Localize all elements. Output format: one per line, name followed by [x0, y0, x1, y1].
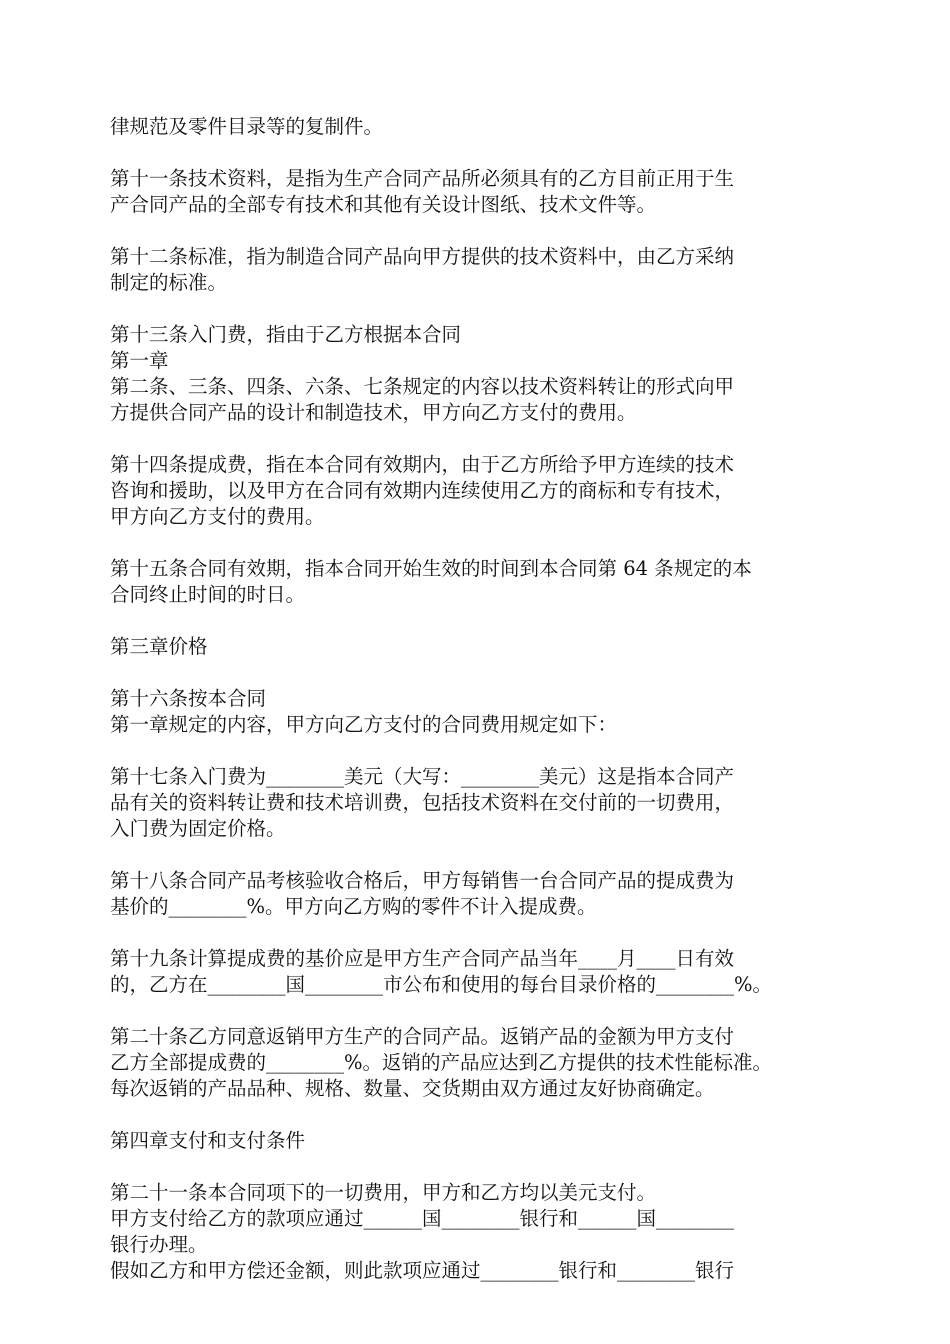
text-line: 入门费为固定价格。 [110, 817, 286, 840]
text-line: 基价的________%。甲方向乙方购的零件不计入提成费。 [110, 895, 597, 918]
text-line: 咨询和援助，以及甲方在合同有效期内连续使用乙方的商标和专有技术， [110, 479, 735, 502]
text-line: 第十八条合同产品考核验收合格后，甲方每销售一台合同产品的提成费为 [110, 869, 735, 892]
paragraph [110, 114, 850, 140]
text-line: 第一章规定的内容，甲方向乙方支付的合同费用规定如下： [110, 713, 618, 736]
paragraph [110, 634, 850, 660]
paragraph [110, 1180, 850, 1284]
text-line: 制定的标准。 [110, 271, 228, 294]
text-line: 银行办理。 [110, 1233, 208, 1256]
text-line: 律规范及零件目录等的复制件。 [110, 115, 384, 138]
text-line: 第一章 [110, 349, 169, 372]
text-line: 乙方全部提成费的________%。返销的产品应达到乙方提供的技术性能标准。 [110, 1051, 773, 1074]
text-line: 第十九条计算提成费的基价应是甲方生产合同产品当年____月____日有效 [110, 947, 735, 970]
text-line: 第三章价格 [110, 635, 208, 658]
text-line: 甲方支付给乙方的款项应通过______国________银行和______国________ [110, 1207, 735, 1230]
text-line: 的，乙方在________国________市公布和使用的每台目录价格的________%。 [110, 973, 773, 996]
text-line: 第二十条乙方同意返销甲方生产的合同产品。返销产品的金额为甲方支付 [110, 1025, 735, 1048]
text-line: 产合同产品的全部专有技术和其他有关设计图纸、技术文件等。 [110, 193, 657, 216]
text-line: 第二十一条本合同项下的一切费用，甲方和乙方均以美元支付。 [110, 1181, 657, 1204]
paragraph [110, 686, 850, 738]
paragraph [110, 452, 850, 530]
text-line: 方提供合同产品的设计和制造技术，甲方向乙方支付的费用。 [110, 401, 637, 424]
text-line: 第四章支付和支付条件 [110, 1129, 306, 1152]
paragraph [110, 1024, 850, 1102]
paragraph [110, 322, 850, 426]
paragraph [110, 556, 850, 608]
text-line: 第十三条入门费，指由于乙方根据本合同 [110, 323, 462, 346]
text-line: 每次返销的产品品种、规格、数量、交货期由双方通过友好协商确定。 [110, 1077, 715, 1100]
text-line: 品有关的资料转让费和技术培训费，包括技术资料在交付前的一切费用， [110, 791, 735, 814]
text-line: 第十五条合同有效期，指本合同开始生效的时间到本合同第 64 条规定的本 [110, 557, 752, 580]
text-line: 假如乙方和甲方偿还金额，则此款项应通过________银行和________银行 [110, 1259, 735, 1282]
text-line: 第十七条入门费为________美元（大写：________美元）这是指本合同产 [110, 765, 735, 788]
paragraph [110, 946, 850, 998]
text-line: 第十四条提成费，指在本合同有效期内，由于乙方所给予甲方连续的技术 [110, 453, 735, 476]
paragraph [110, 764, 850, 842]
text-line: 合同终止时间的时日。 [110, 583, 306, 606]
document-body [110, 114, 850, 1284]
paragraph [110, 166, 850, 218]
paragraph [110, 244, 850, 296]
text-line: 第十一条技术资料，是指为生产合同产品所必须具有的乙方目前正用于生 [110, 167, 735, 190]
text-line: 第十二条标准，指为制造合同产品向甲方提供的技术资料中，由乙方采纳 [110, 245, 735, 268]
text-line: 甲方向乙方支付的费用。 [110, 505, 325, 528]
text-line: 第二条、三条、四条、六条、七条规定的内容以技术资料转让的形式向甲 [110, 375, 735, 398]
text-line: 第十六条按本合同 [110, 687, 267, 710]
paragraph [110, 1128, 850, 1154]
paragraph [110, 868, 850, 920]
